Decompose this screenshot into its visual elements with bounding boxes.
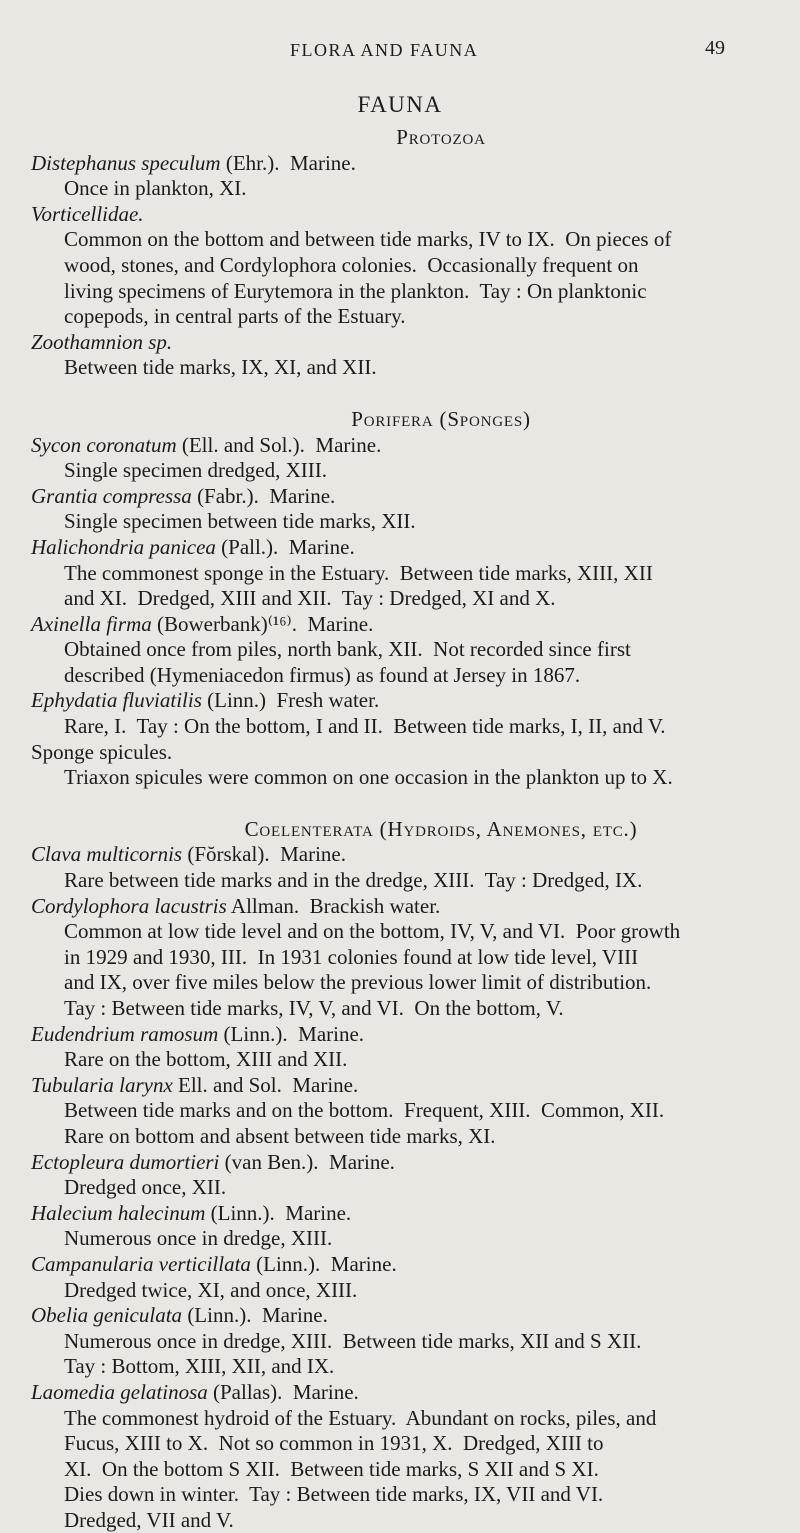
species-note-line: Rare on the bottom, XIII and XII.	[64, 1047, 348, 1072]
species-entry	[31, 688, 771, 739]
species-name: Clava multicornis	[31, 842, 183, 867]
species-entry	[31, 1201, 771, 1252]
species-name: Eudendrium ramosum	[31, 1021, 219, 1046]
species-note-line: The commonest sponge in the Estuary. Between tide marks, XIII, XII	[64, 560, 653, 585]
species-note-line: XI. On the bottom S XII. Between tide marks, S XII and S XI.	[64, 1456, 599, 1481]
species-name: Zoothamnion sp.	[31, 329, 173, 354]
species-authority: (Linn.) Fresh water.	[201, 688, 380, 713]
species-note-line: Single specimen between tide marks, XII.	[64, 509, 416, 534]
species-line	[31, 1150, 771, 1176]
species-name: Halichondria panicea	[31, 534, 216, 559]
species-line	[31, 688, 771, 714]
species-note-line: Dredged twice, XI, and once, XIII.	[64, 1277, 358, 1302]
species-authority: (Ell. and Sol.). Marine.	[176, 432, 382, 457]
species-note-line: Dies down in winter. Tay : Between tide marks, IX, VII and VI.	[64, 1482, 604, 1507]
species-entry	[31, 1150, 771, 1201]
species-note-line: Common on the bottom and between tide marks, IV to IX. On pieces of	[64, 227, 672, 252]
species-line	[31, 612, 771, 638]
species-line	[31, 1252, 771, 1278]
species-authority: Ell. and Sol. Marine.	[172, 1072, 359, 1097]
species-entry	[31, 202, 771, 330]
species-note-line: living specimens of Eurytemora in the plankton. Tay : On planktonic	[64, 278, 647, 303]
species-entry	[31, 1022, 771, 1073]
species-line	[31, 1201, 771, 1227]
species-note-line: in 1929 and 1930, III. In 1931 colonies found at low tide level, VIII	[64, 944, 639, 969]
fauna-list	[31, 125, 771, 1533]
species-entry	[31, 740, 771, 791]
species-note-line: Tay : Between tide marks, IV, V, and VI. On the bottom, V.	[64, 996, 564, 1020]
species-authority: (Linn.). Marine.	[218, 1021, 365, 1046]
species-entry	[31, 1073, 771, 1150]
group-heading: Porifera (Sponges)	[351, 406, 531, 431]
species-line	[31, 1303, 771, 1329]
species-name: Vorticellidae.	[31, 201, 144, 226]
species-entry	[31, 151, 771, 202]
species-note-line: Single specimen dredged, XIII.	[64, 458, 328, 483]
page-number: 49	[705, 37, 725, 59]
species-note-line: Tay : Bottom, XIII, XII, and IX.	[64, 1354, 335, 1379]
species-authority: (Bowerbank)⁽¹⁶⁾. Marine.	[151, 611, 374, 636]
species-line	[31, 484, 771, 510]
species-authority: (Pall.). Marine.	[215, 534, 355, 559]
species-note-line: copepods, in central parts of the Estuary.	[64, 304, 406, 329]
species-note-line: Rare between tide marks and in the dredge, XIII. Tay : Dredged, IX.	[64, 868, 643, 893]
species-note-line: Between tide marks and on the bottom. Frequent, XIII. Common, XII.	[64, 1098, 665, 1123]
species-note-line: Triaxon spicules were common on one occasion in the plankton up to X.	[64, 765, 673, 790]
species-note-line: wood, stones, and Cordylophora colonies. Occasionally frequent on	[64, 252, 639, 277]
group-heading: Coelenterata (Hydroids, Anemones, etc.)	[244, 816, 638, 841]
species-entry	[31, 894, 771, 1022]
species-name: Sponge spicules.	[31, 739, 173, 764]
species-line	[31, 330, 771, 356]
species-note-line: Dredged, VII and V.	[64, 1507, 234, 1532]
species-line	[31, 740, 771, 766]
species-name: Cordylophora lacustris	[31, 893, 227, 918]
running-head: FLORA AND FAUNA	[290, 40, 479, 60]
species-note-line: Dredged once, XII.	[64, 1175, 227, 1200]
species-authority: (Fabr.). Marine.	[191, 483, 336, 508]
species-entry	[31, 1303, 771, 1380]
species-note-line: Fucus, XIII to X. Not so common in 1931, X. Dredged, XIII to	[64, 1431, 604, 1456]
species-name: Laomedia gelatinosa	[31, 1379, 208, 1404]
species-name: Ectopleura dumortieri	[31, 1149, 220, 1174]
species-name: Grantia compressa	[31, 483, 192, 508]
species-entry	[31, 484, 771, 535]
section-title: FAUNA	[357, 92, 443, 117]
species-name: Obelia geniculata	[31, 1303, 183, 1328]
species-note-line: The commonest hydroid of the Estuary. Abundant on rocks, piles, and	[64, 1405, 657, 1430]
species-note-line: and IX, over five miles below the previous lower limit of distribution.	[64, 970, 652, 995]
species-authority: (Fŏrskal). Marine.	[182, 842, 346, 867]
species-note-line: Rare, I. Tay : On the bottom, I and II. Between tide marks, I, II, and V.	[64, 714, 666, 739]
species-authority: (Linn.). Marine.	[205, 1200, 352, 1225]
species-line	[31, 1380, 771, 1406]
species-entry	[31, 842, 771, 893]
species-name: Campanularia verticillata	[31, 1251, 251, 1276]
species-authority: (van Ben.). Marine.	[219, 1149, 395, 1174]
species-entry	[31, 1252, 771, 1303]
species-note-line: and XI. Dredged, XIII and XII. Tay : Dredged, XI and X.	[64, 586, 556, 611]
species-entry	[31, 612, 771, 689]
species-note-line: Between tide marks, IX, XI, and XII.	[64, 355, 377, 380]
group-spacer	[31, 791, 771, 817]
group-spacer	[31, 381, 771, 407]
species-line	[31, 433, 771, 459]
species-name: Halecium halecinum	[31, 1200, 206, 1225]
species-entry	[31, 330, 771, 381]
species-note-line: Common at low tide level and on the bottom, IV, V, and VI. Poor growth	[64, 919, 681, 944]
species-note-line: Numerous once in dredge, XIII.	[64, 1226, 333, 1251]
species-authority: (Linn.). Marine.	[182, 1303, 328, 1328]
species-entry	[31, 535, 771, 612]
species-name: Tubularia larynx	[31, 1072, 173, 1097]
species-line	[31, 151, 771, 177]
species-note-line: described (Hymeniacedon firmus) as found at Jersey in 1867.	[64, 662, 581, 687]
species-note-line: Obtained once from piles, north bank, XII. Not recorded since first	[64, 637, 631, 662]
species-name: Distephanus speculum	[31, 150, 221, 175]
species-name: Ephydatia fluviatilis	[31, 688, 202, 713]
species-note-line: Numerous once in dredge, XIII. Between tide marks, XII and S XII.	[64, 1328, 642, 1353]
species-line	[31, 535, 771, 561]
species-authority: Allman. Brackish water.	[226, 893, 441, 918]
species-line	[31, 1022, 771, 1048]
species-line	[31, 842, 771, 868]
species-name: Axinella firma	[31, 611, 152, 636]
species-note-line: Once in plankton, XI.	[64, 176, 247, 201]
species-entry	[31, 433, 771, 484]
species-authority: (Pallas). Marine.	[207, 1379, 359, 1404]
species-name: Sycon coronatum	[31, 432, 177, 457]
species-authority: (Ehr.). Marine.	[220, 150, 356, 175]
species-entry	[31, 1380, 771, 1533]
species-authority: (Linn.). Marine.	[250, 1251, 397, 1276]
species-line	[31, 202, 771, 228]
species-note-line: Rare on bottom and absent between tide marks, XI.	[64, 1123, 496, 1148]
group-heading: Protozoa	[396, 125, 486, 149]
species-line	[31, 1073, 771, 1099]
species-line	[31, 894, 771, 920]
